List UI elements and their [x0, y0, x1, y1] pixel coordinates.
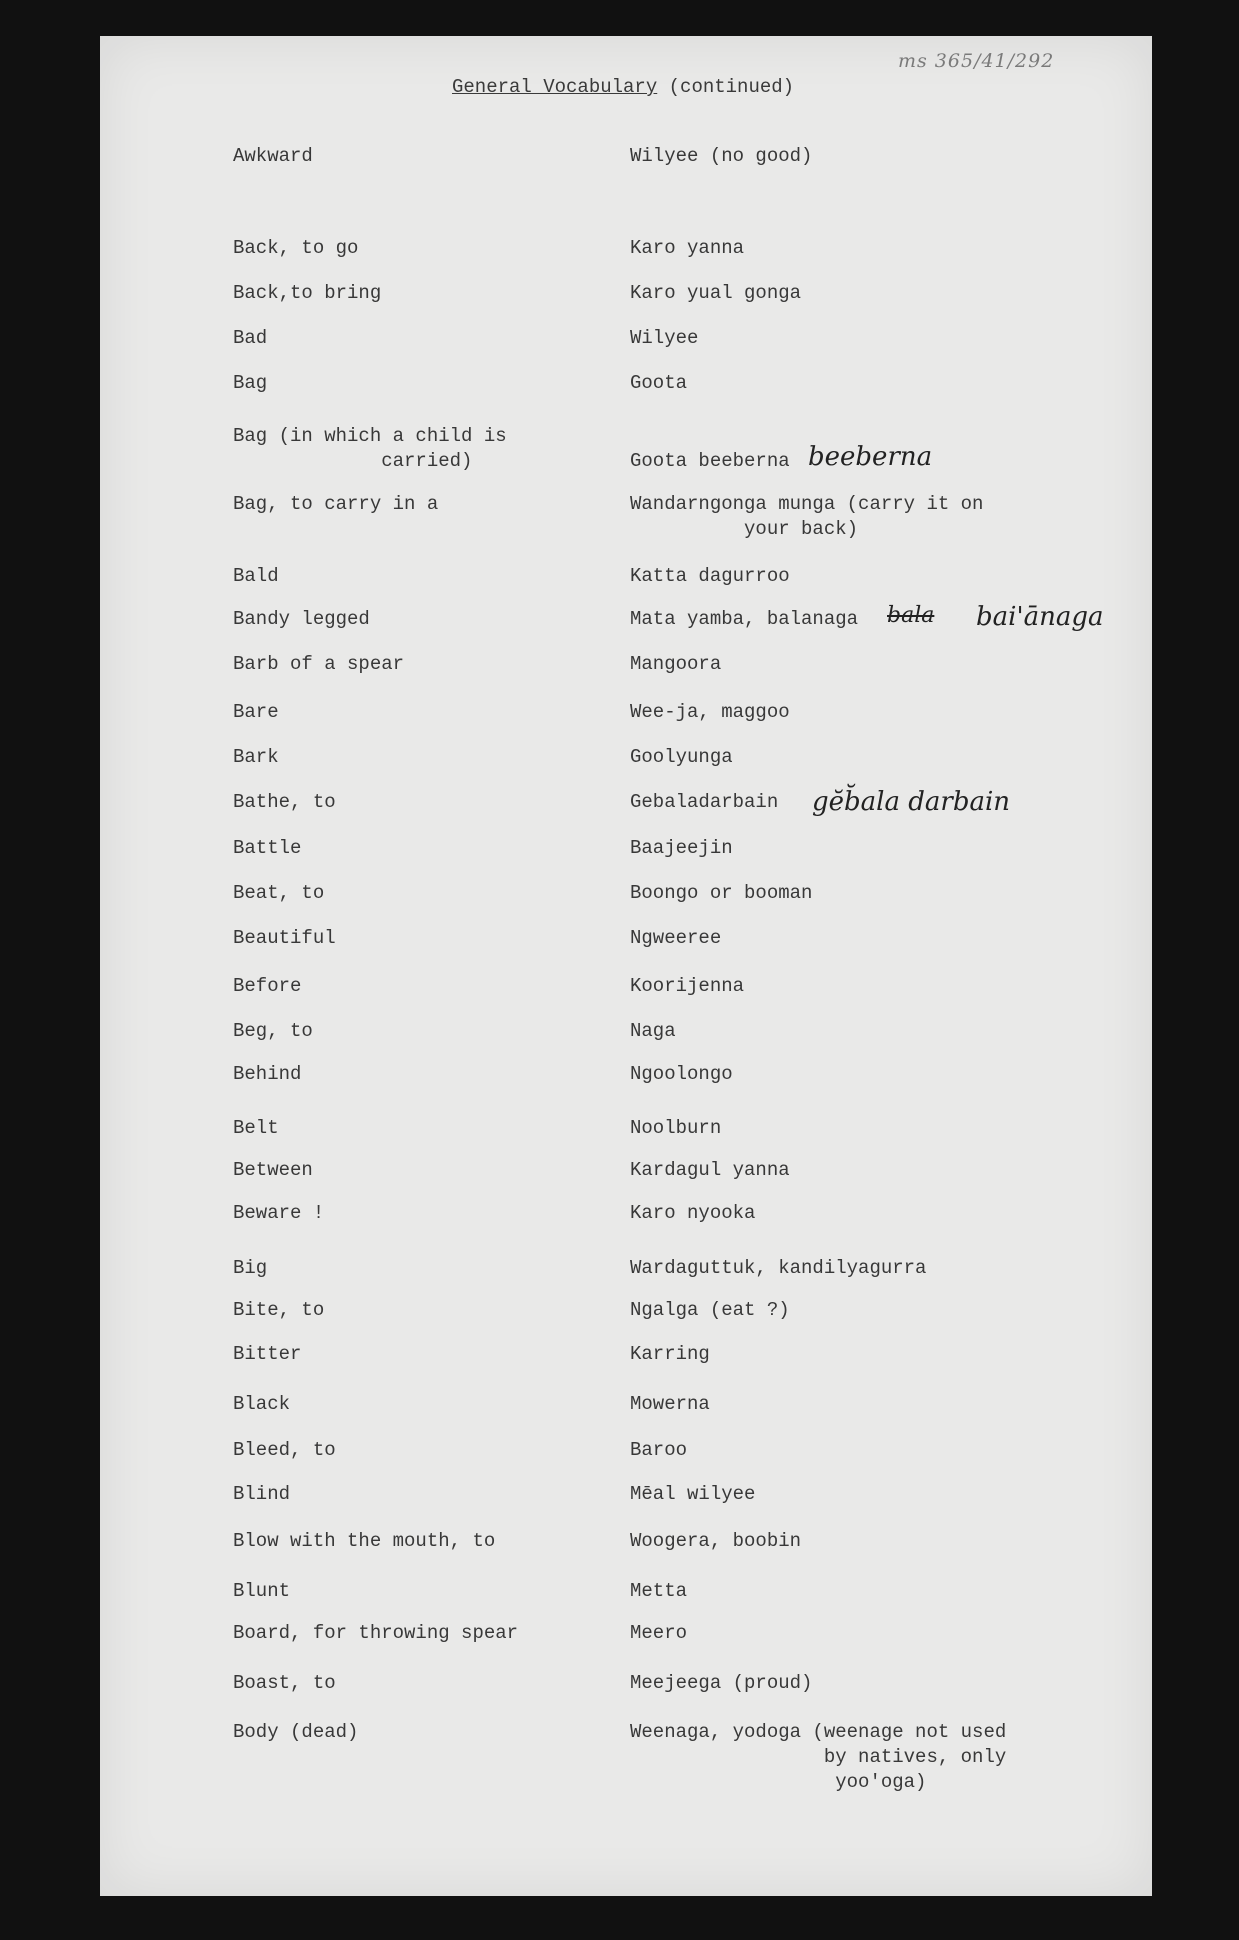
- english-term: Bag: [233, 372, 268, 394]
- english-term: Bark: [233, 746, 279, 768]
- english-term: Beautiful: [233, 927, 336, 949]
- english-term: Bag, to carry in a: [233, 493, 439, 515]
- aboriginal-term: Boongo or booman: [630, 882, 813, 904]
- archive-reference: ms 365/41/292: [898, 50, 1055, 72]
- english-term: Beg, to: [233, 1020, 313, 1042]
- english-term: Bald: [233, 565, 279, 587]
- english-term: Bandy legged: [233, 608, 370, 630]
- aboriginal-term: Meejeega (proud): [630, 1672, 813, 1694]
- aboriginal-term: Kardagul yanna: [630, 1159, 790, 1181]
- page-heading: [452, 76, 794, 98]
- document-page: [100, 36, 1152, 1896]
- aboriginal-term: Noolburn: [630, 1117, 722, 1139]
- aboriginal-term: Karo nyooka: [630, 1202, 756, 1224]
- aboriginal-term: Karo yual gonga: [630, 282, 802, 304]
- aboriginal-term: Goota: [630, 372, 688, 394]
- aboriginal-term: Katta dagurroo: [630, 565, 790, 587]
- english-term: Boast, to: [233, 1672, 336, 1694]
- aboriginal-term: Mata yamba, balanaga: [630, 608, 859, 630]
- aboriginal-term: Goota beeberna: [630, 450, 790, 472]
- aboriginal-term: Ngalga (eat ?): [630, 1299, 790, 1321]
- aboriginal-term: Ngoolongo: [630, 1063, 733, 1085]
- aboriginal-term: Karring: [630, 1343, 710, 1365]
- aboriginal-term: Mangoora: [630, 653, 722, 675]
- english-term: Blunt: [233, 1580, 291, 1602]
- aboriginal-term: Wilyee (no good): [630, 145, 813, 167]
- english-term: Bag (in which a child is carried): [233, 425, 507, 472]
- aboriginal-term: Wandarngonga munga (carry it on your back): [630, 493, 984, 540]
- english-term: Blind: [233, 1483, 291, 1505]
- english-term: Behind: [233, 1063, 302, 1085]
- english-term: Battle: [233, 837, 302, 859]
- english-term: Belt: [233, 1117, 279, 1139]
- aboriginal-term: Mēal wilyee: [630, 1483, 756, 1505]
- aboriginal-term: Gebaladarbain: [630, 791, 779, 813]
- aboriginal-term: Weenaga, yodoga (weenage not used by natives, only yoo'oga): [630, 1721, 1007, 1793]
- english-term: Bathe, to: [233, 791, 336, 813]
- english-term: Bare: [233, 701, 279, 723]
- english-term: Back, to go: [233, 237, 359, 259]
- aboriginal-term: Baroo: [630, 1439, 688, 1461]
- aboriginal-term: Goolyunga: [630, 746, 733, 768]
- aboriginal-term: Meero: [630, 1622, 688, 1644]
- english-term: Awkward: [233, 145, 313, 167]
- english-term: Board, for throwing spear: [233, 1622, 519, 1644]
- english-term: Bad: [233, 327, 268, 349]
- aboriginal-term: Woogera, boobin: [630, 1530, 802, 1552]
- aboriginal-term: Wee-ja, maggoo: [630, 701, 790, 723]
- english-term: Bite, to: [233, 1299, 325, 1321]
- aboriginal-term: Mowerna: [630, 1393, 710, 1415]
- handwritten-bala-struck: bala: [887, 603, 935, 628]
- handwritten-beeberna: beeberna: [808, 442, 933, 472]
- aboriginal-term: Metta: [630, 1580, 688, 1602]
- english-term: Body (dead): [233, 1721, 359, 1743]
- handwritten-baianaga: bai'ānaga: [976, 602, 1104, 632]
- english-term: Big: [233, 1257, 268, 1279]
- english-term: Black: [233, 1393, 291, 1415]
- aboriginal-term: Baajeejin: [630, 837, 733, 859]
- english-term: Barb of a spear: [233, 653, 405, 675]
- english-term: Before: [233, 975, 302, 997]
- heading-title: General Vocabulary: [452, 76, 658, 98]
- heading-suffix: (continued): [657, 76, 795, 98]
- english-term: Beat, to: [233, 882, 325, 904]
- aboriginal-term: Naga: [630, 1020, 676, 1042]
- aboriginal-term: Karo yanna: [630, 237, 745, 259]
- aboriginal-term: Wilyee: [630, 327, 699, 349]
- english-term: Bleed, to: [233, 1439, 336, 1461]
- english-term: Beware !: [233, 1202, 325, 1224]
- english-term: Back,to bring: [233, 282, 382, 304]
- aboriginal-term: Koorijenna: [630, 975, 745, 997]
- handwritten-gebaladarbain: gĕb̆ala darbain: [812, 787, 1011, 817]
- aboriginal-term: Ngweeree: [630, 927, 722, 949]
- english-term: Blow with the mouth, to: [233, 1530, 496, 1552]
- english-term: Bitter: [233, 1343, 302, 1365]
- aboriginal-term: Wardaguttuk, kandilyagurra: [630, 1257, 927, 1279]
- english-term: Between: [233, 1159, 313, 1181]
